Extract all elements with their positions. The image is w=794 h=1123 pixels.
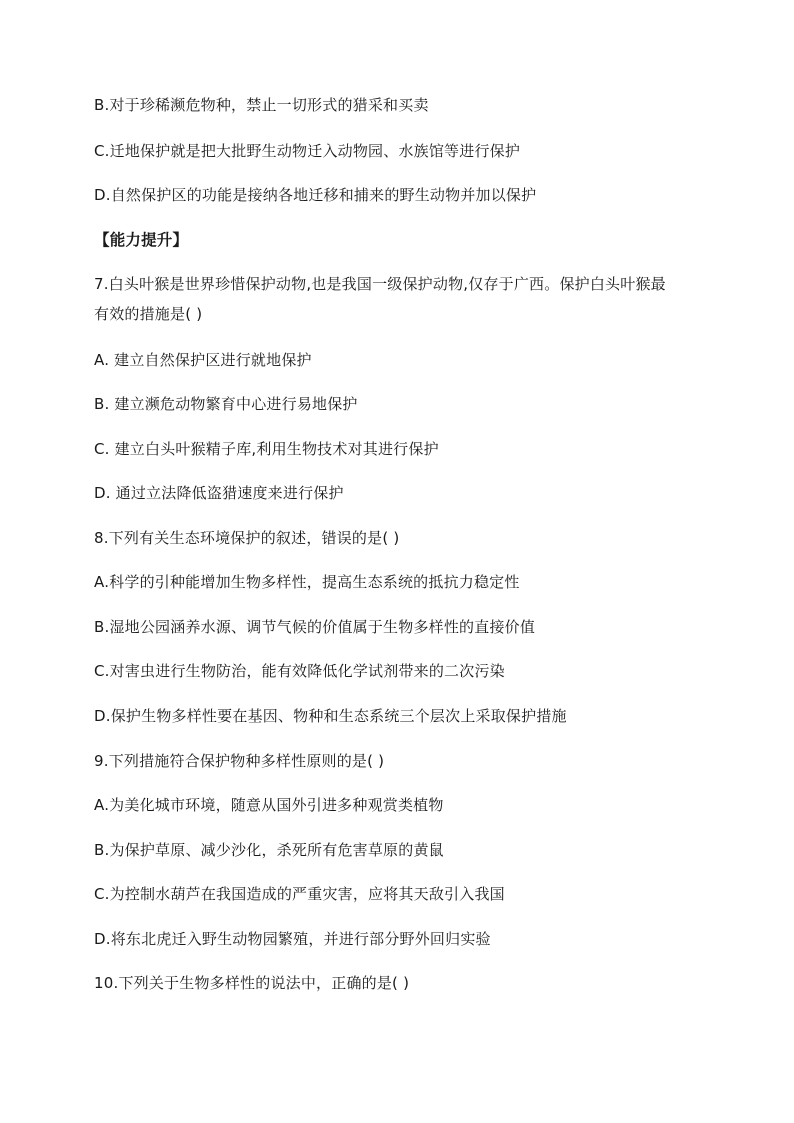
q9-option-b: B.为保护草原、减少沙化，杀死所有危害草原的黄鼠 — [94, 841, 444, 859]
q9-stem: 9.下列措施符合保护物种多样性原则的是( ) — [94, 752, 385, 770]
q8-option-a: A.科学的引种能增加生物多样性，提高生态系统的抵抗力稳定性 — [94, 573, 520, 591]
q9-option-a: A.为美化城市环境，随意从国外引进多种观赏类植物 — [94, 796, 444, 814]
prev-option-c: C.迁地保护就是把大批野生动物迁入动物园、水族馆等进行保护 — [94, 142, 521, 160]
q9-option-d: D.将东北虎迁入野生动物园繁殖，并进行部分野外回归实验 — [94, 930, 491, 948]
q7-option-b: B. 建立濒危动物繁育中心进行易地保护 — [94, 395, 358, 413]
q8-option-c: C.对害虫进行生物防治，能有效降低化学试剂带来的二次污染 — [94, 662, 505, 680]
q8-option-b: B.湿地公园涵养水源、调节气候的价值属于生物多样性的直接价值 — [94, 618, 536, 636]
q7-stem-line1: 7.白头叶猴是世界珍惜保护动物,也是我国一级保护动物,仅存于广西。保护白头叶猴最 — [94, 275, 666, 293]
prev-option-d: D.自然保护区的功能是接纳各地迁移和捕来的野生动物并加以保护 — [94, 186, 537, 204]
q7-option-c: C. 建立白头叶猴精子库,利用生物技术对其进行保护 — [94, 440, 439, 458]
q7-stem-line2: 有效的措施是( ) — [94, 305, 203, 323]
q7-option-d: D. 通过立法降低盗猎速度来进行保护 — [94, 484, 344, 502]
q10-stem: 10.下列关于生物多样性的说法中，正确的是( ) — [94, 974, 410, 992]
q8-stem: 8.下列有关生态环境保护的叙述，错误的是( ) — [94, 529, 400, 547]
section-heading: 【能力提升】 — [94, 231, 189, 249]
q7-option-a: A. 建立自然保护区进行就地保护 — [94, 351, 312, 369]
q9-option-c: C.为控制水葫芦在我国造成的严重灾害，应将其天敌引入我国 — [94, 885, 505, 903]
prev-option-b: B.对于珍稀濒危物种，禁止一切形式的猎采和买卖 — [94, 96, 429, 114]
q8-option-d: D.保护生物多样性要在基因、物种和生态系统三个层次上采取保护措施 — [94, 707, 567, 725]
